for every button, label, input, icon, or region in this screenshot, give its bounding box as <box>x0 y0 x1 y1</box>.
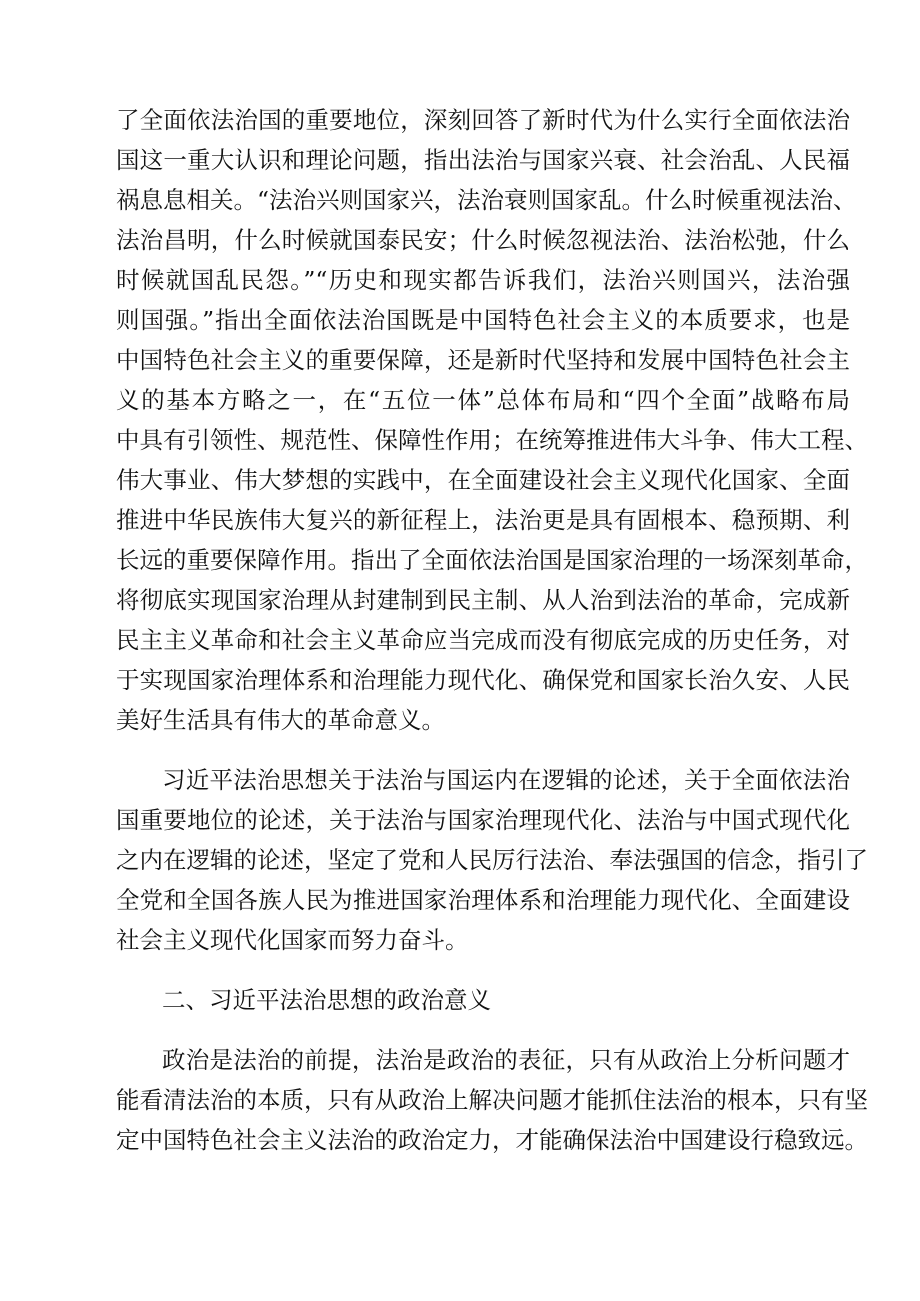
text-line: 民主主义革命和社会主义革命应当完成而没有彻底完成的历史任务，对 <box>116 626 850 654</box>
text-line: 推进中华民族伟大复兴的新征程上，法治更是具有固根本、稳预期、利 <box>116 506 850 534</box>
text-line: 定中国特色社会主义法治的政治定力，才能确保法治中国建设行稳致远。 <box>116 1126 868 1154</box>
text-line: 时候就国乱民怨。”“历史和现实都告诉我们，法治兴则国兴，法治强 <box>116 266 850 294</box>
text-line: 美好生活具有伟大的革命意义。 <box>116 706 445 734</box>
text-line: 长远的重要保障作用。指出了全面依法治国是国家治理的一场深刻革命， <box>116 546 868 574</box>
text-line: 中具有引领性、规范性、保障性作用；在统筹推进伟大斗争、伟大工程、 <box>116 426 868 454</box>
text-line: 能看清法治的本质，只有从政治上解决问题才能抓住法治的根本，只有坚 <box>116 1086 868 1114</box>
text-line: 中国特色社会主义的重要保障，还是新时代坚持和发展中国特色社会主 <box>116 346 850 374</box>
text-line: 之内在逻辑的论述，坚定了党和人民厉行法治、奉法强国的信念，指引了 <box>116 846 868 874</box>
text-line: 将彻底实现国家治理从封建制到民主制、从人治到法治的革命，完成新 <box>116 586 850 614</box>
text-line: 祸息息相关。“法治兴则国家兴，法治衰则国家乱。什么时候重视法治、 <box>116 186 857 214</box>
text-line: 全党和全国各族人民为推进国家治理体系和治理能力现代化、全面建设 <box>116 886 850 914</box>
text-line: 国重要地位的论述，关于法治与国家治理现代化、法治与中国式现代化 <box>116 806 850 834</box>
text-line: 义的基本方略之一，在“五位一体”总体布局和“四个全面”战略布局 <box>116 386 850 414</box>
text-line: 则国强。”指出全面依法治国既是中国特色社会主义的本质要求，也是 <box>116 306 850 334</box>
section-heading: 二、习近平法治思想的政治意义 <box>162 986 491 1014</box>
paragraph-first-line: 习近平法治思想关于法治与国运内在逻辑的论述，关于全面依法治 <box>162 766 850 794</box>
text-line: 国这一重大认识和理论问题，指出法治与国家兴衰、社会治乱、人民福 <box>116 146 850 174</box>
text-line: 了全面依法治国的重要地位，深刻回答了新时代为什么实行全面依法治 <box>116 106 850 134</box>
paragraph-first-line: 政治是法治的前提，法治是政治的表征，只有从政治上分析问题才 <box>162 1046 850 1074</box>
text-line: 于实现国家治理体系和治理能力现代化、确保党和国家长治久安、人民 <box>116 666 850 694</box>
text-line: 社会主义现代化国家而努力奋斗。 <box>116 926 469 954</box>
text-line: 伟大事业、伟大梦想的实践中，在全面建设社会主义现代化国家、全面 <box>116 466 850 494</box>
text-line: 法治昌明，什么时候就国泰民安；什么时候忽视法治、法治松弛，什么 <box>116 226 850 254</box>
